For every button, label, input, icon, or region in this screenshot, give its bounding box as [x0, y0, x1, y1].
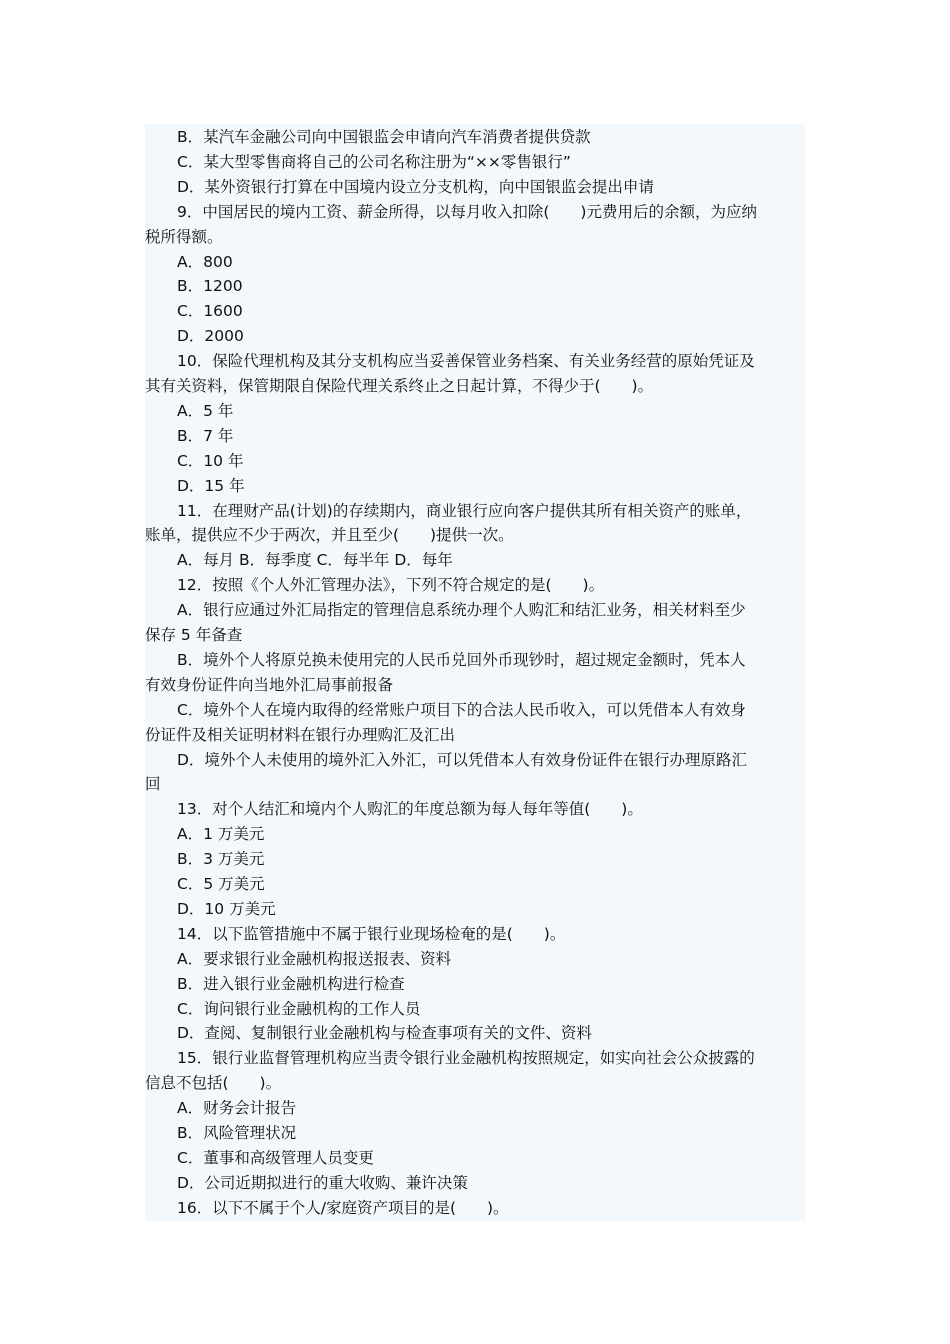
- text-line: 11．在理财产品(计划)的存续期内，商业银行应向客户提供其所有相关资产的账单，: [177, 501, 752, 520]
- document-content: [145, 124, 805, 1221]
- text-line: 16．以下不属于个人/家庭资产项目的是( )。: [177, 1198, 509, 1217]
- text-line: D．10 万美元: [177, 899, 276, 918]
- text-line: C．某大型零售商将自己的公司名称注册为“××零售银行”: [177, 152, 571, 171]
- text-line: C．境外个人在境内取得的经常账户项目下的合法人民币收入，可以凭借本人有效身: [177, 700, 746, 719]
- text-line: D．某外资银行打算在中国境内设立分支机构，向中国银监会提出申请: [177, 177, 654, 196]
- text-line: D．2000: [177, 327, 244, 346]
- text-line: C．5 万美元: [177, 875, 265, 893]
- text-line: D．公司近期拟进行的重大收购、兼许决策: [177, 1173, 468, 1192]
- text-line: A．银行应通过外汇局指定的管理信息系统办理个人购汇和结汇业务，相关材料至少: [177, 601, 746, 620]
- text-line: B．风险管理状况: [177, 1124, 297, 1142]
- text-line: C．董事和高级管理人员变更: [177, 1148, 374, 1167]
- text-line: 份证件及相关证明材料在银行办理购汇及汇出: [145, 725, 456, 744]
- text-line: 账单，提供应不少于两次，并且至少( )提供一次。: [145, 526, 514, 545]
- text-line: C．10 年: [177, 451, 244, 470]
- text-line: D．15 年: [177, 476, 245, 495]
- text-line: C．询问银行业金融机构的工作人员: [177, 999, 421, 1018]
- text-line: B．7 年: [177, 426, 234, 445]
- text-line: A．每月 B．每季度 C．每半年 D．每年: [177, 551, 453, 570]
- text-line: 税所得额。: [145, 227, 223, 246]
- text-line: A．财务会计报告: [177, 1099, 297, 1118]
- text-line: B．1200: [177, 277, 243, 296]
- text-line: 其有关资料，保管期限自保险代理关系终止之日起计算，不得少于( )。: [145, 377, 654, 395]
- text-line: A．1 万美元: [177, 825, 265, 844]
- text-line: C．1600: [177, 302, 243, 321]
- text-line: 保存 5 年备查: [145, 626, 243, 644]
- text-line: 12．按照《个人外汇管理办法》，下列不符合规定的是( )。: [177, 576, 605, 595]
- text-line: 回: [145, 775, 161, 794]
- text-line: B．境外个人将原兑换未使用完的人民币兑回外币现钞时，超过规定金额时，凭本人: [177, 650, 746, 669]
- text-line: 有效身份证件向当地外汇局事前报备: [145, 675, 394, 694]
- text-line: 14．以下监管措施中不属于银行业现场检奄的是( )。: [177, 924, 566, 943]
- text-line: 13．对个人结汇和境内个人购汇的年度总额为每人每年等值( )。: [177, 800, 643, 819]
- text-line: B．进入银行业金融机构进行检查: [177, 974, 405, 993]
- text-line: D．境外个人未使用的境外汇入外汇，可以凭借本人有效身份证件在银行办理原路汇: [177, 750, 747, 769]
- text-line: 10．保险代理机构及其分支机构应当妥善保管业务档案、有关业务经营的原始凭证及: [177, 352, 755, 371]
- text-line: 15．银行业监督管理机构应当责令银行业金融机构按照规定，如实向社会公众披露的: [177, 1049, 755, 1068]
- text-line: 9．中国居民的境内工资、薪金所得，以每月收入扣除( )元费用后的余额，为应纳: [177, 202, 757, 221]
- text-line: A．800: [177, 252, 233, 271]
- text-line: B．3 万美元: [177, 850, 265, 869]
- text-line: 信息不包括( )。: [145, 1074, 282, 1093]
- text-line: B．某汽车金融公司向中国银监会申请向汽车消费者提供贷款: [177, 128, 591, 146]
- text-line: A．要求银行业金融机构报送报表、资料: [177, 949, 452, 968]
- text-line: A．5 年: [177, 401, 234, 420]
- text-line: D．查阅、复制银行业金融机构与检查事项有关的文件、资料: [177, 1024, 592, 1043]
